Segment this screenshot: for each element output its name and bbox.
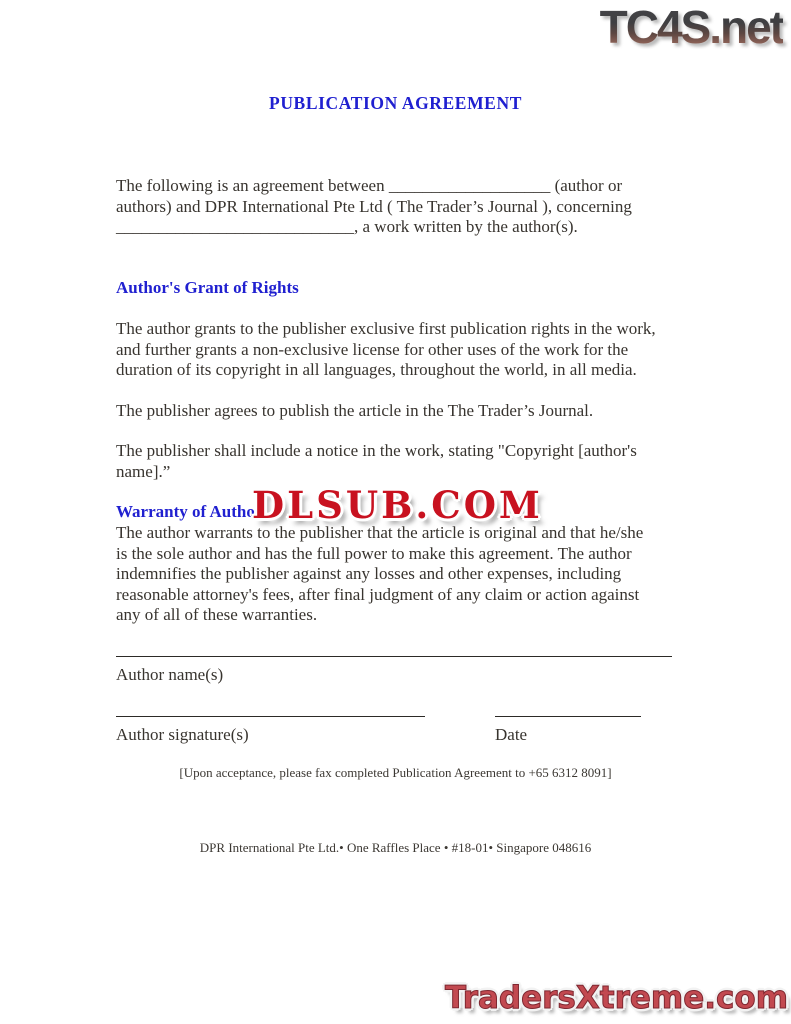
date-line (495, 703, 641, 717)
body-line: is the sole author and has the full power to make this agreement. The author (116, 543, 632, 563)
fax-instruction: [Upon acceptance, please fax completed Publication Agreement to +65 6312 8091] (179, 765, 612, 780)
intro-paragraph (116, 176, 716, 238)
footer-address: DPR International Pte Ltd.• One Raffles Place • #18-01• Singapore 048616 (199, 840, 592, 855)
body-line: The publisher agrees to publish the article in the The Trader’s Journal. (116, 401, 594, 420)
dlsub-watermark: DLSUB.COM (252, 483, 543, 527)
author-signature-label: Author signature(s) (116, 725, 249, 744)
warranty-paragraph (116, 523, 716, 626)
body-line: any of all of these warranties. (116, 605, 318, 624)
body-line: reasonable attorney's fees, after final judgment of any claim or action against (116, 584, 640, 604)
warranty-heading: Warranty of Autho (116, 502, 255, 521)
intro-line: ____________________________, a work written by the author(s). (116, 217, 578, 236)
grant-paragraph-1 (116, 319, 716, 381)
body-line: indemnifies the publisher against any losses and other expenses, including (116, 564, 622, 583)
author-signature-line (116, 703, 425, 717)
body-line: The author grants to the publisher exclusive first publication rights in the work, (116, 319, 656, 338)
intro-line: authors) and DPR International Pte Ltd ( The Trader’s Journal ), concerning (116, 196, 632, 216)
page-title: PUBLICATION AGREEMENT (269, 93, 522, 113)
grant-of-rights-heading: Author's Grant of Rights (116, 278, 299, 297)
tradersxtreme-watermark: TradersXtreme.com (444, 980, 788, 1016)
body-line: name].” (116, 461, 171, 481)
tc4s-logo-watermark: TC4S.net (599, 1, 783, 53)
body-line: The publisher shall include a notice in the work, stating "Copyright [author's (116, 441, 637, 460)
grant-paragraph-2 (116, 401, 716, 422)
body-line: The author warrants to the publisher that the article is original and that he/she (116, 523, 644, 542)
author-name-label: Author name(s) (116, 665, 224, 684)
body-line: and further grants a non-exclusive license for other uses of the work for the (116, 339, 629, 359)
grant-paragraph-3 (116, 441, 716, 482)
body-line: duration of its copyright in all languages, throughout the world, in all media. (116, 360, 637, 379)
author-name-signature-line (116, 643, 672, 657)
intro-line: The following is an agreement between ___________________ (author or (116, 176, 623, 195)
date-label: Date (495, 725, 528, 744)
